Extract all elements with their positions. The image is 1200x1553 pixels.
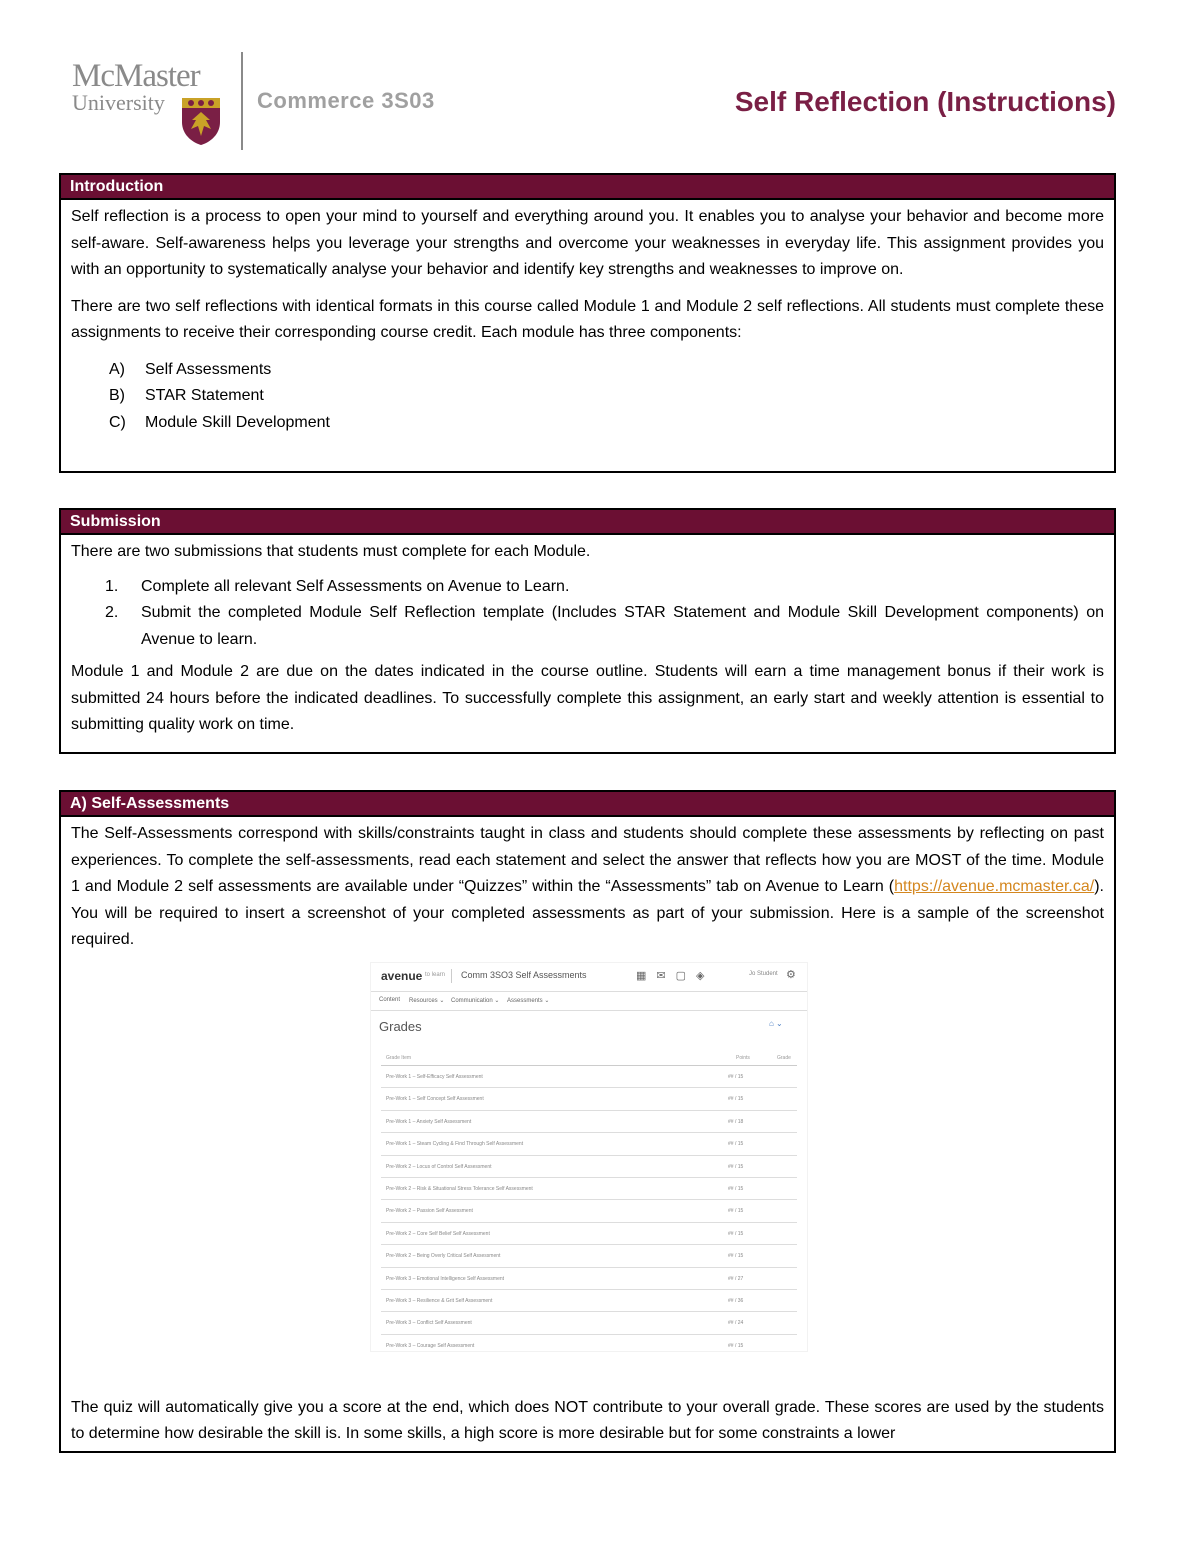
list-item: B) STAR Statement <box>109 387 264 404</box>
submission-section <box>59 508 1116 754</box>
table-row: Pre-Work 3 – Conflict Self Assessment ## / 24 <box>381 1312 797 1334</box>
table-header: Grade Item Points Grade <box>381 1051 797 1066</box>
logo-university: University <box>72 90 165 115</box>
logo-wordmark: McMaster <box>72 58 200 94</box>
table-row: Pre-Work 3 – Emotional Intelligence Self Assessment ## / 27 <box>381 1268 797 1290</box>
submission-paragraph-1: There are two submissions that students must complete for each Module. <box>71 543 591 560</box>
crest-icon <box>180 96 222 146</box>
avenue-logo-sub: to learn <box>425 972 446 978</box>
table-row: Pre-Work 2 – Being Overly Critical Self Assessment ## / 15 <box>381 1245 797 1267</box>
gear-icon: ⚙ <box>786 969 796 981</box>
nav-item: Resources ⌄ <box>409 998 445 1004</box>
list-item: C) Module Skill Development <box>109 413 330 431</box>
screenshot-nav <box>371 992 807 1011</box>
introduction-section <box>59 173 1116 473</box>
screenshot-topbar <box>371 963 807 992</box>
table-row: Pre-Work 3 – Resilience & Grit Self Assessment ## / 36 <box>381 1290 797 1312</box>
table-row: Pre-Work 1 – Anxiety Self Assessment ## / 18 <box>381 1111 797 1133</box>
list-item: 2. Submit the completed Module Self Reflection template (Includes STAR Statement and Module Skill Development components) on Avenue to learn. <box>105 604 1104 648</box>
table-row: Pre-Work 2 – Passion Self Assessment ## / 15 <box>381 1200 797 1222</box>
mail-icon: ✉ <box>656 970 676 982</box>
components-list <box>71 357 1104 437</box>
table-row: Pre-Work 1 – Self Concept Self Assessment ## / 15 <box>381 1088 797 1110</box>
self-assessments-paragraph-1: The Self-Assessments correspond with skills/constraints taught in class and students should complete these assessments by reflecting on past experiences. To complete the self-assessments, read each statement and select the answer that reflects how you are MOST of the time. Module 1 and Module 2 self assessments are available under “Quizzes” within the “Assessments” tab on Avenue to Learn (https://avenue.mcmaster.ca/). You will be required to insert a screenshot of your completed assessments as part of your submission. Here is a sample of the screenshot required. <box>71 825 1104 948</box>
self-assessments-heading: A) Self-Assessments <box>61 792 1114 817</box>
table-row: Pre-Work 1 – Self-Efficacy Self Assessment ## / 15 <box>381 1066 797 1088</box>
table-row: Pre-Work 2 – Risk & Situational Stress Tolerance Self Assessment ## / 15 <box>381 1178 797 1200</box>
toolbar-icons <box>636 969 715 982</box>
avenue-link[interactable]: https://avenue.mcmaster.ca/ <box>894 878 1095 895</box>
grid-icon: ▦ <box>636 970 657 982</box>
list-item: A) Self Assessments <box>109 360 272 378</box>
list-item: 1. Complete all relevant Self Assessments on Avenue to Learn. <box>105 577 570 595</box>
header-divider <box>241 52 243 150</box>
user-name: Jo Student <box>749 971 778 977</box>
nav-item: Communication ⌄ <box>451 998 500 1004</box>
mcmaster-logo <box>72 58 232 148</box>
introduction-paragraph-2: There are two self reflections with identical formats in this course called Module 1 and Module 2 self reflections. All students must complete these assignments to receive their corresponding course credit. Each module has three components: <box>71 297 1104 341</box>
screenshot-course-title: Comm 3SO3 Self Assessments <box>461 970 587 980</box>
chat-icon: ▢ <box>675 970 697 982</box>
self-assessments-paragraph-2: The quiz will automatically give you a score at the end, which does NOT contribute to your overall grade. These scores are used by the students to determine how desirable the skill is. In some skills, a high score is more desirable but for some constraints a lower <box>71 1398 1104 1442</box>
table-row: Pre-Work 2 – Locus of Control Self Assessment ## / 15 <box>381 1156 797 1178</box>
avenue-logo: avenue <box>381 969 423 983</box>
grades-title: Grades <box>379 1019 422 1034</box>
grades-table <box>381 1051 797 1352</box>
submission-paragraph-2: Module 1 and Module 2 are due on the dates indicated in the course outline. Students will earn a time management bonus if their work is submitted 24 hours before the indicated deadlines. To successfully complete this assignment, an early start and weekly attention is essential to submitting quality work on time. <box>71 663 1104 733</box>
table-row: Pre-Work 2 – Core Self Belief Self Assessment ## / 15 <box>381 1223 797 1245</box>
nav-item: Assessments ⌄ <box>507 998 550 1004</box>
table-row: Pre-Work 3 – Courage Self Assessment ## / 15 <box>381 1335 797 1352</box>
introduction-heading: Introduction <box>61 175 1114 200</box>
course-code: Commerce 3S03 <box>257 88 435 113</box>
home-icon: ⌂ ⌄ <box>769 1019 783 1028</box>
divider <box>451 969 452 983</box>
submission-steps <box>71 574 1104 654</box>
submission-heading: Submission <box>61 510 1114 535</box>
page-title: Self Reflection (Instructions) <box>734 86 1116 117</box>
grades-screenshot <box>370 962 808 1352</box>
table-row: Pre-Work 1 – Steam Cycling & Find Through Self Assessment ## / 15 <box>381 1133 797 1155</box>
nav-item: Content <box>379 997 401 1003</box>
alert-icon: ◈ <box>696 970 715 982</box>
introduction-paragraph-1: Self reflection is a process to open your mind to yourself and everything around you. It enables you to analyse your behavior and become more self-aware. Self-awareness helps you leverage your strengths and overcome your weaknesses in everyday life. This assignment provides you with an opportunity to systematically analyse your behavior and identify key strengths and weaknesses to improve on. <box>71 208 1104 278</box>
